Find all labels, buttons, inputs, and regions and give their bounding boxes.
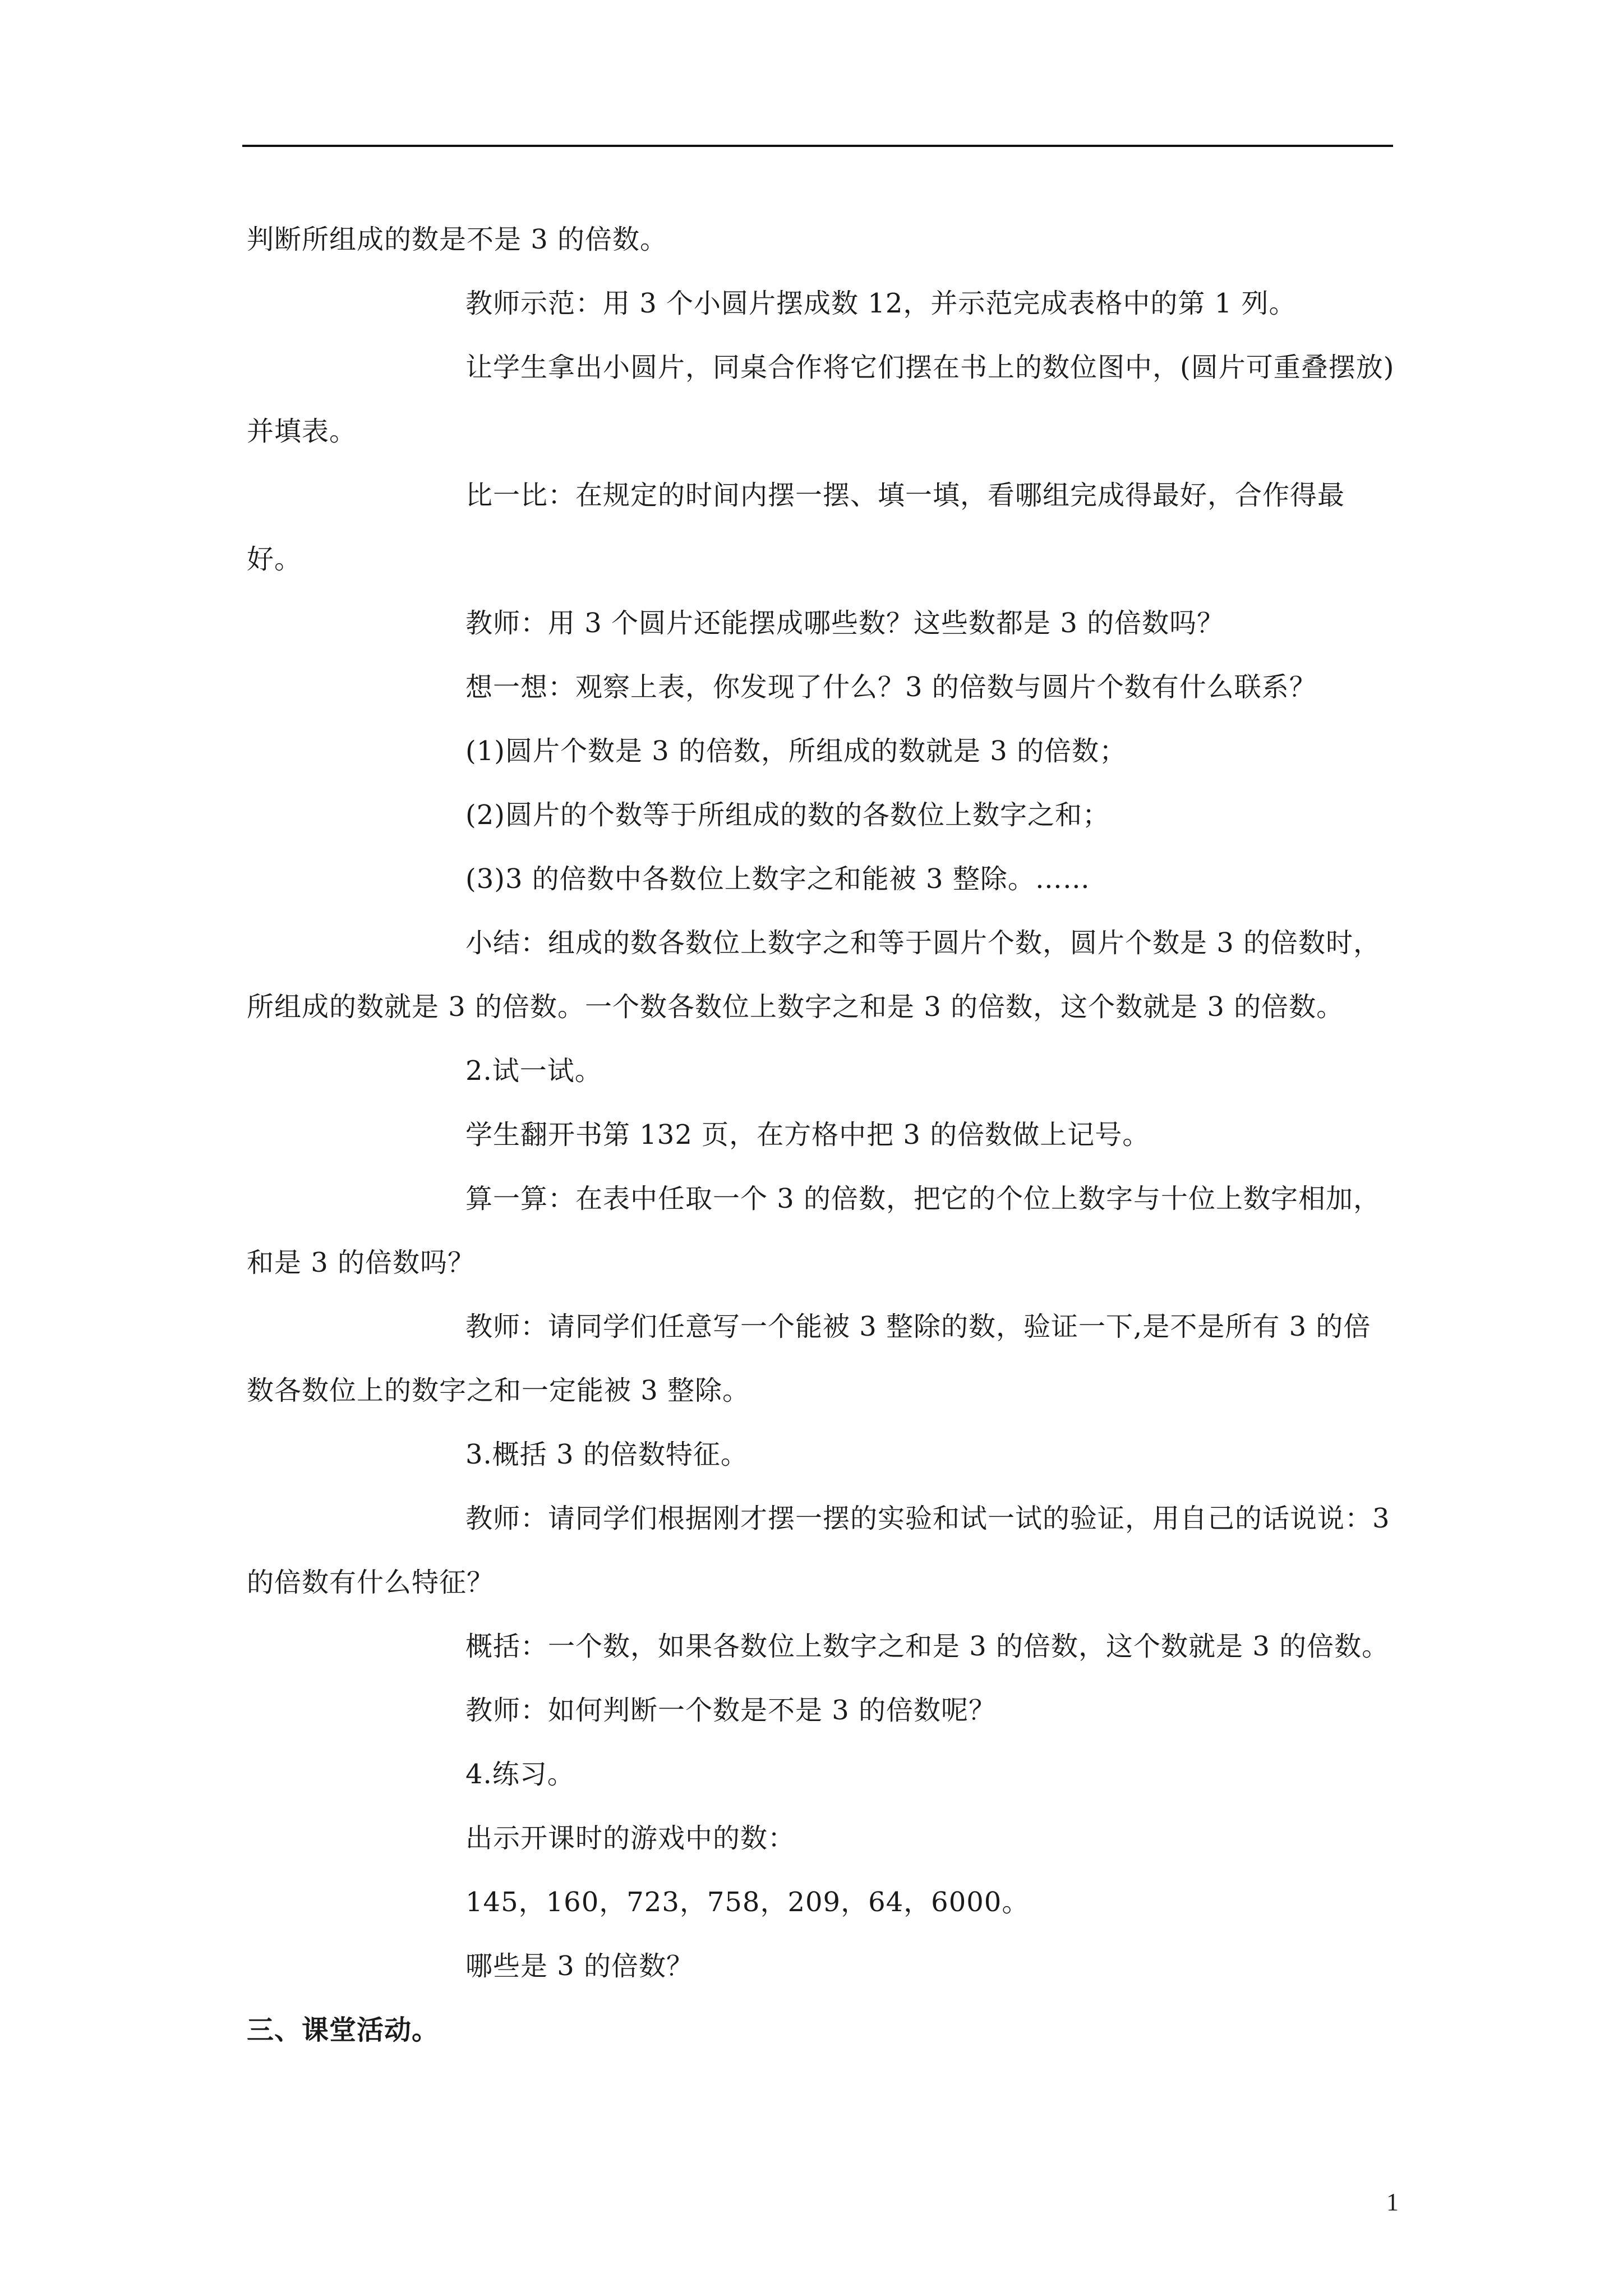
paragraph: 教师：请同学们任意写一个能被 3 整除的数，验证一下,是不是所有 3 的倍数各数位上的数字之和一定能被 3 整除。 [247,1311,1371,1406]
paragraph: 教师示范：用 3 个小圆片摆成数 12，并示范完成表格中的第 1 列。 [465,288,1297,319]
paragraph: 学生翻开书第 132 页，在方格中把 3 的倍数做上记号。 [465,1119,1150,1151]
paragraph: 让学生拿出小圆片，同桌合作将它们摆在书上的数位图中，(圆片可重叠摆放)并填表。 [247,352,1395,447]
header-rule [242,145,1393,147]
paragraph: 145，160，723，758，209，64，6000。 [465,1887,1030,1918]
paragraph: 哪些是 3 的倍数？ [465,1950,694,1982]
paragraph: 3.概括 3 的倍数特征。 [465,1439,748,1470]
paragraph: 想一想：观察上表，你发现了什么？3 的倍数与圆片个数有什么联系？ [465,671,1317,703]
paragraph: 2.试一试。 [465,1055,602,1087]
paragraph: 概括：一个数，如果各数位上数字之和是 3 的倍数，这个数就是 3 的倍数。 [465,1631,1390,1662]
section-heading: 三、课堂活动。 [247,2014,440,2046]
document-body [247,208,1396,2062]
page-number: 1 [1386,2188,1399,2216]
paragraph: 教师：请同学们根据刚才摆一摆的实验和试一试的验证，用自己的话说说：3 的倍数有什么特征？ [247,1503,1390,1598]
paragraph: 教师：如何判断一个数是不是 3 的倍数呢？ [465,1695,997,1726]
paragraph: (3)3 的倍数中各数位上数字之和能被 3 整除。…… [465,863,1090,895]
paragraph: (2)圆片的个数等于所组成的数的各数位上数字之和； [465,799,1110,831]
paragraph: 小结：组成的数各数位上数字之和等于圆片个数，圆片个数是 3 的倍数时，所组成的数就是 3 的倍数。一个数各数位上数字之和是 3 的倍数，这个数就是 3 的倍数。 [247,927,1381,1023]
paragraph: 判断所组成的数是不是 3 的倍数。 [247,224,668,255]
paragraph: 4.练习。 [465,1759,575,1790]
paragraph: 比一比：在规定的时间内摆一摆、填一填，看哪组完成得最好，合作得最好。 [247,480,1345,575]
paragraph: 算一算：在表中任取一个 3 的倍数，把它的个位上数字与十位上数字相加，和是 3 的倍数吗？ [247,1183,1381,1278]
paragraph: 教师：用 3 个圆片还能摆成哪些数？这些数都是 3 的倍数吗？ [465,608,1225,639]
paragraph: (1)圆片个数是 3 的倍数，所组成的数就是 3 的倍数； [465,735,1127,767]
paragraph: 出示开课时的游戏中的数： [465,1823,796,1854]
